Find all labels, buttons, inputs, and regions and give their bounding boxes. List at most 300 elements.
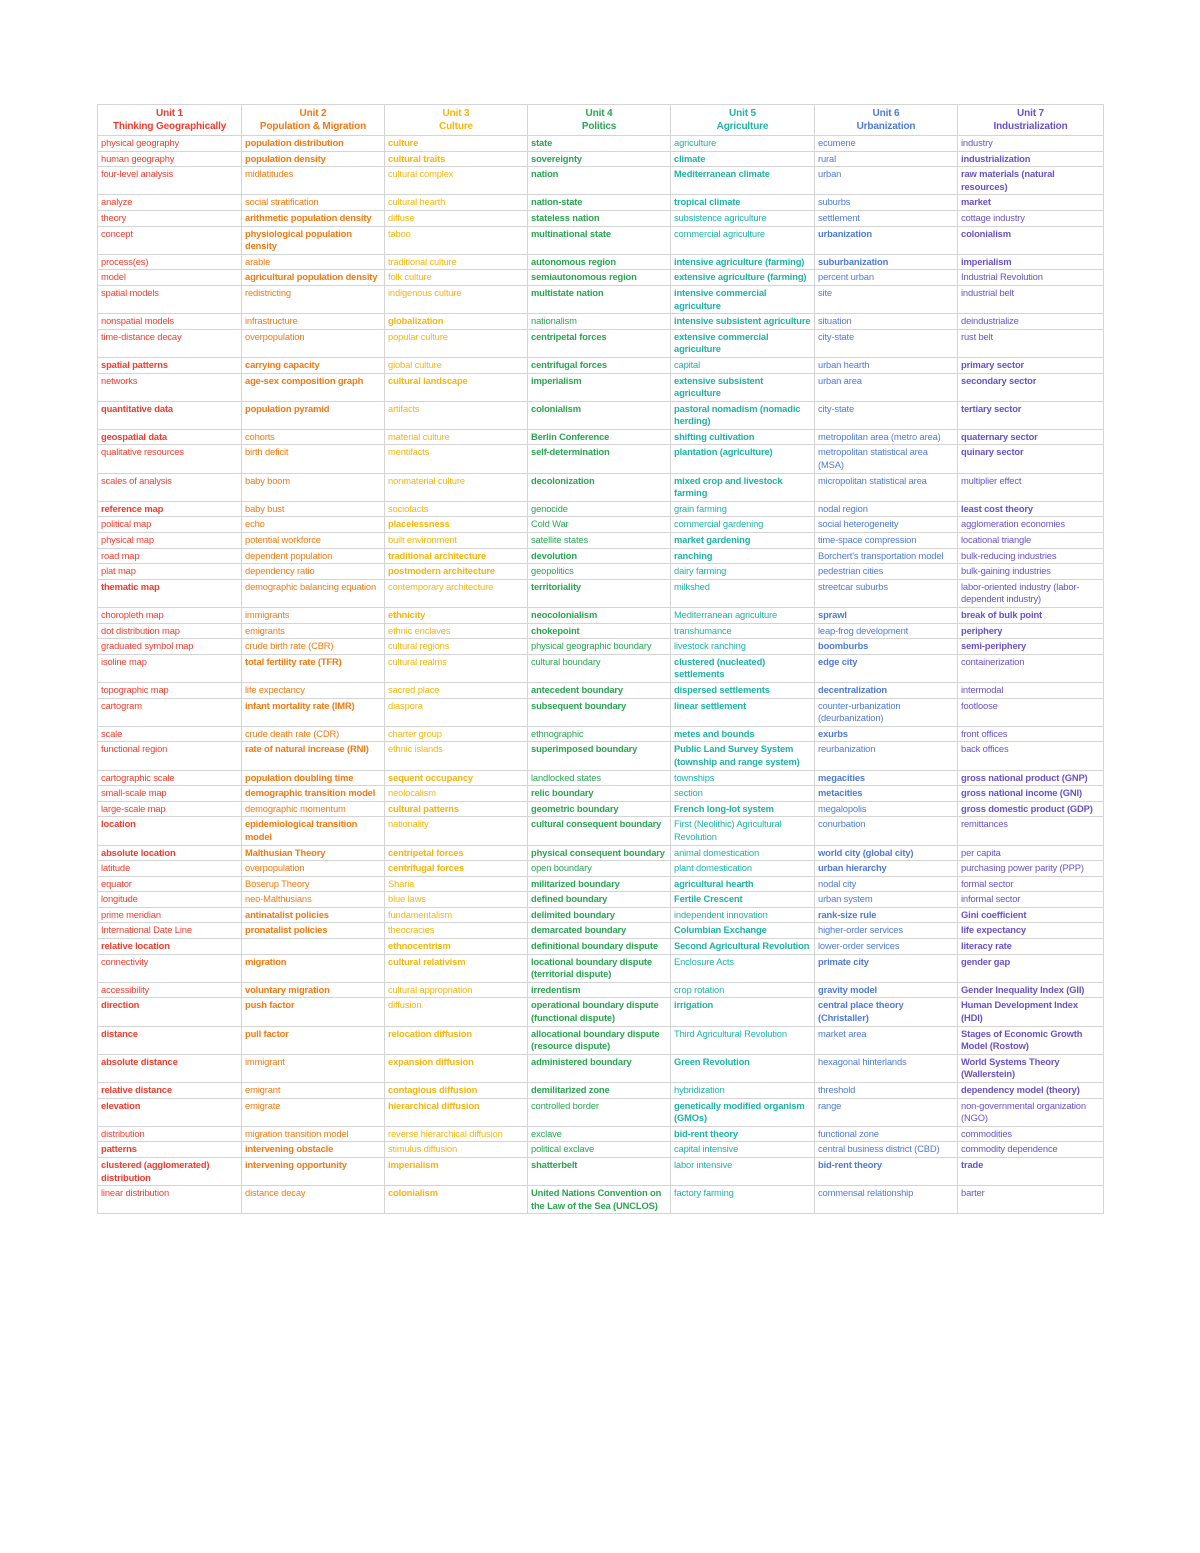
table-row — [98, 548, 1104, 564]
term-cell-unit-1: absolute distance — [98, 1054, 242, 1082]
term-cell-unit-7: life expectancy — [958, 923, 1104, 939]
term-cell-unit-6: megacities — [815, 770, 958, 786]
unit-title: Agriculture — [716, 121, 769, 132]
term-cell-unit-2: social stratification — [242, 195, 385, 211]
term-cell-unit-5: pastoral nomadism (nomadic herding) — [671, 401, 815, 429]
unit-title: Urbanization — [856, 121, 916, 132]
header-unit-5 — [671, 105, 815, 136]
term-cell-unit-7: containerization — [958, 654, 1104, 682]
term-cell-unit-6: time-space compression — [815, 533, 958, 549]
term-cell-unit-2: infant mortality rate (IMR) — [242, 698, 385, 726]
term-cell-unit-1: connectivity — [98, 954, 242, 982]
table-row — [98, 892, 1104, 908]
term-cell-unit-3: centripetal forces — [385, 845, 528, 861]
term-cell-unit-1: clustered (agglomerated) distribution — [98, 1157, 242, 1185]
term-cell-unit-1: road map — [98, 548, 242, 564]
term-cell-unit-3: traditional architecture — [385, 548, 528, 564]
term-cell-unit-3: ethnicity — [385, 608, 528, 624]
term-cell-unit-4: subsequent boundary — [528, 698, 671, 726]
term-cell-unit-4: imperialism — [528, 373, 671, 401]
term-cell-unit-1: location — [98, 817, 242, 845]
term-cell-unit-3: cultural patterns — [385, 801, 528, 817]
term-cell-unit-5: mixed crop and livestock farming — [671, 473, 815, 501]
term-cell-unit-3: fundamentalism — [385, 907, 528, 923]
term-cell-unit-4: administered boundary — [528, 1054, 671, 1082]
term-cell-unit-5: grain farming — [671, 501, 815, 517]
term-cell-unit-3: cultural hearth — [385, 195, 528, 211]
term-cell-unit-1: concept — [98, 226, 242, 254]
term-cell-unit-2: population doubling time — [242, 770, 385, 786]
term-cell-unit-2: physiological population density — [242, 226, 385, 254]
term-cell-unit-4: United Nations Convention on the Law of the Sea (UNCLOS) — [528, 1186, 671, 1214]
term-cell-unit-6: percent urban — [815, 270, 958, 286]
table-row — [98, 195, 1104, 211]
term-cell-unit-7: labor-oriented industry (labor-dependent industry) — [958, 579, 1104, 607]
term-cell-unit-2: crude death rate (CDR) — [242, 726, 385, 742]
term-cell-unit-2: migration — [242, 954, 385, 982]
term-cell-unit-2: redistricting — [242, 285, 385, 313]
term-cell-unit-5: clustered (nucleated) settlements — [671, 654, 815, 682]
term-cell-unit-7: imperialism — [958, 254, 1104, 270]
term-cell-unit-5: shifting cultivation — [671, 429, 815, 445]
term-cell-unit-3: relocation diffusion — [385, 1026, 528, 1054]
term-cell-unit-4: definitional boundary dispute — [528, 939, 671, 955]
term-cell-unit-2: life expectancy — [242, 682, 385, 698]
table-row — [98, 151, 1104, 167]
term-cell-unit-7: quaternary sector — [958, 429, 1104, 445]
term-cell-unit-2: dependent population — [242, 548, 385, 564]
term-cell-unit-1: political map — [98, 517, 242, 533]
vocabulary-body — [98, 136, 1104, 1214]
term-cell-unit-5: Second Agricultural Revolution — [671, 939, 815, 955]
header-unit-4 — [528, 105, 671, 136]
term-cell-unit-4: physical geographic boundary — [528, 639, 671, 655]
term-cell-unit-7: front offices — [958, 726, 1104, 742]
term-cell-unit-7: semi-periphery — [958, 639, 1104, 655]
table-row — [98, 770, 1104, 786]
term-cell-unit-2: rate of natural increase (RNI) — [242, 742, 385, 770]
term-cell-unit-4: centripetal forces — [528, 329, 671, 357]
term-cell-unit-6: nodal region — [815, 501, 958, 517]
term-cell-unit-6: streetcar suburbs — [815, 579, 958, 607]
term-cell-unit-5: Green Revolution — [671, 1054, 815, 1082]
term-cell-unit-5: independent innovation — [671, 907, 815, 923]
table-row — [98, 210, 1104, 226]
table-row — [98, 1126, 1104, 1142]
term-cell-unit-2: overpopulation — [242, 329, 385, 357]
term-cell-unit-6: conurbation — [815, 817, 958, 845]
term-cell-unit-1: reference map — [98, 501, 242, 517]
term-cell-unit-5: intensive commercial agriculture — [671, 285, 815, 313]
term-cell-unit-4: demarcated boundary — [528, 923, 671, 939]
term-cell-unit-7: gross national product (GNP) — [958, 770, 1104, 786]
term-cell-unit-2: baby bust — [242, 501, 385, 517]
term-cell-unit-5: tropical climate — [671, 195, 815, 211]
term-cell-unit-6: metacities — [815, 786, 958, 802]
term-cell-unit-2: demographic transition model — [242, 786, 385, 802]
term-cell-unit-3: nationality — [385, 817, 528, 845]
term-cell-unit-4: geopolitics — [528, 564, 671, 580]
term-cell-unit-6: city-state — [815, 401, 958, 429]
term-cell-unit-2 — [242, 939, 385, 955]
table-row — [98, 982, 1104, 998]
term-cell-unit-2: pull factor — [242, 1026, 385, 1054]
term-cell-unit-4: superimposed boundary — [528, 742, 671, 770]
term-cell-unit-6: urbanization — [815, 226, 958, 254]
term-cell-unit-5: Mediterranean agriculture — [671, 608, 815, 624]
term-cell-unit-4: cultural consequent boundary — [528, 817, 671, 845]
term-cell-unit-5: metes and bounds — [671, 726, 815, 742]
unit-number: Unit 2 — [299, 108, 327, 119]
term-cell-unit-1: distribution — [98, 1126, 242, 1142]
term-cell-unit-4: delimited boundary — [528, 907, 671, 923]
term-cell-unit-2: crude birth rate (CBR) — [242, 639, 385, 655]
term-cell-unit-5: Enclosure Acts — [671, 954, 815, 982]
term-cell-unit-6: decentralization — [815, 682, 958, 698]
unit-number: Unit 7 — [1017, 108, 1044, 119]
term-cell-unit-1: analyze — [98, 195, 242, 211]
term-cell-unit-6: urban hierarchy — [815, 861, 958, 877]
table-row — [98, 445, 1104, 473]
term-cell-unit-4: allocational boundary dispute (resource dispute) — [528, 1026, 671, 1054]
term-cell-unit-4: cultural boundary — [528, 654, 671, 682]
term-cell-unit-7: market — [958, 195, 1104, 211]
term-cell-unit-7: bulk-gaining industries — [958, 564, 1104, 580]
table-row — [98, 285, 1104, 313]
term-cell-unit-5: linear settlement — [671, 698, 815, 726]
term-cell-unit-2: migration transition model — [242, 1126, 385, 1142]
term-cell-unit-5: dairy farming — [671, 564, 815, 580]
term-cell-unit-2: total fertility rate (TFR) — [242, 654, 385, 682]
table-row — [98, 1186, 1104, 1214]
term-cell-unit-2: arithmetic population density — [242, 210, 385, 226]
term-cell-unit-7: gross national income (GNI) — [958, 786, 1104, 802]
term-cell-unit-3: globalization — [385, 314, 528, 330]
term-cell-unit-5: dispersed settlements — [671, 682, 815, 698]
term-cell-unit-3: traditional culture — [385, 254, 528, 270]
term-cell-unit-1: isoline map — [98, 654, 242, 682]
table-row — [98, 1083, 1104, 1099]
table-row — [98, 845, 1104, 861]
term-cell-unit-2: pronatalist policies — [242, 923, 385, 939]
term-cell-unit-3: theocracies — [385, 923, 528, 939]
term-cell-unit-1: absolute location — [98, 845, 242, 861]
term-cell-unit-4: colonialism — [528, 401, 671, 429]
term-cell-unit-1: qualitative resources — [98, 445, 242, 473]
term-cell-unit-5: subsistence agriculture — [671, 210, 815, 226]
unit-number: Unit 5 — [729, 108, 756, 119]
term-cell-unit-3: taboo — [385, 226, 528, 254]
header-unit-3 — [385, 105, 528, 136]
term-cell-unit-2: Boserup Theory — [242, 876, 385, 892]
term-cell-unit-6: Borchert's transportation model — [815, 548, 958, 564]
term-cell-unit-4: satellite states — [528, 533, 671, 549]
term-cell-unit-5: extensive commercial agriculture — [671, 329, 815, 357]
term-cell-unit-7: barter — [958, 1186, 1104, 1214]
term-cell-unit-5: climate — [671, 151, 815, 167]
unit-title: Culture — [439, 121, 473, 132]
term-cell-unit-3: centrifugal forces — [385, 861, 528, 877]
table-row — [98, 817, 1104, 845]
term-cell-unit-5: ranching — [671, 548, 815, 564]
term-cell-unit-3: artifacts — [385, 401, 528, 429]
unit-number: Unit 3 — [442, 108, 470, 119]
term-cell-unit-5: Fertile Crescent — [671, 892, 815, 908]
term-cell-unit-6: metropolitan statistical area (MSA) — [815, 445, 958, 473]
term-cell-unit-7: locational triangle — [958, 533, 1104, 549]
term-cell-unit-5: intensive subsistent agriculture — [671, 314, 815, 330]
table-row — [98, 533, 1104, 549]
term-cell-unit-6: urban hearth — [815, 357, 958, 373]
term-cell-unit-6: city-state — [815, 329, 958, 357]
term-cell-unit-1: scales of analysis — [98, 473, 242, 501]
term-cell-unit-4: defined boundary — [528, 892, 671, 908]
term-cell-unit-2: midlatitudes — [242, 167, 385, 195]
term-cell-unit-3: blue laws — [385, 892, 528, 908]
term-cell-unit-6: bid-rent theory — [815, 1157, 958, 1185]
term-cell-unit-6: leap-frog development — [815, 623, 958, 639]
term-cell-unit-3: culture — [385, 136, 528, 152]
table-row — [98, 726, 1104, 742]
term-cell-unit-4: militarized boundary — [528, 876, 671, 892]
term-cell-unit-6: social heterogeneity — [815, 517, 958, 533]
term-cell-unit-3: contemporary architecture — [385, 579, 528, 607]
unit-title: Thinking Geographically — [112, 121, 227, 132]
term-cell-unit-1: distance — [98, 1026, 242, 1054]
term-cell-unit-2: agricultural population density — [242, 270, 385, 286]
term-cell-unit-4: multistate nation — [528, 285, 671, 313]
term-cell-unit-1: spatial patterns — [98, 357, 242, 373]
term-cell-unit-1: accessibility — [98, 982, 242, 998]
term-cell-unit-1: choropleth map — [98, 608, 242, 624]
term-cell-unit-1: physical map — [98, 533, 242, 549]
term-cell-unit-7: periphery — [958, 623, 1104, 639]
term-cell-unit-1: time-distance decay — [98, 329, 242, 357]
term-cell-unit-1: relative location — [98, 939, 242, 955]
term-cell-unit-7: literacy rate — [958, 939, 1104, 955]
term-cell-unit-4: nation-state — [528, 195, 671, 211]
term-cell-unit-6: functional zone — [815, 1126, 958, 1142]
term-cell-unit-6: settlement — [815, 210, 958, 226]
term-cell-unit-3: cultural regions — [385, 639, 528, 655]
term-cell-unit-3: diffusion — [385, 998, 528, 1026]
term-cell-unit-3: cultural appropriation — [385, 982, 528, 998]
term-cell-unit-1: physical geography — [98, 136, 242, 152]
term-cell-unit-1: model — [98, 270, 242, 286]
term-cell-unit-3: global culture — [385, 357, 528, 373]
term-cell-unit-1: theory — [98, 210, 242, 226]
term-cell-unit-4: nation — [528, 167, 671, 195]
table-row — [98, 579, 1104, 607]
term-cell-unit-2: neo-Malthusians — [242, 892, 385, 908]
term-cell-unit-1: nonspatial models — [98, 314, 242, 330]
term-cell-unit-4: Berlin Conference — [528, 429, 671, 445]
term-cell-unit-7: World Systems Theory (Wallerstein) — [958, 1054, 1104, 1082]
term-cell-unit-7: gender gap — [958, 954, 1104, 982]
term-cell-unit-5: irrigation — [671, 998, 815, 1026]
term-cell-unit-7: break of bulk point — [958, 608, 1104, 624]
table-row — [98, 1026, 1104, 1054]
table-row — [98, 1142, 1104, 1158]
term-cell-unit-5: intensive agriculture (farming) — [671, 254, 815, 270]
term-cell-unit-2: emigrate — [242, 1098, 385, 1126]
term-cell-unit-6: edge city — [815, 654, 958, 682]
term-cell-unit-1: patterns — [98, 1142, 242, 1158]
term-cell-unit-2: potential workforce — [242, 533, 385, 549]
term-cell-unit-4: relic boundary — [528, 786, 671, 802]
term-cell-unit-1: human geography — [98, 151, 242, 167]
term-cell-unit-1: direction — [98, 998, 242, 1026]
term-cell-unit-7: deindustrialize — [958, 314, 1104, 330]
table-row — [98, 742, 1104, 770]
table-row — [98, 1098, 1104, 1126]
term-cell-unit-6: primate city — [815, 954, 958, 982]
term-cell-unit-6: suburbs — [815, 195, 958, 211]
table-row — [98, 786, 1104, 802]
term-cell-unit-5: plantation (agriculture) — [671, 445, 815, 473]
term-cell-unit-2: baby boom — [242, 473, 385, 501]
term-cell-unit-3: diffuse — [385, 210, 528, 226]
table-row — [98, 861, 1104, 877]
term-cell-unit-3: imperialism — [385, 1157, 528, 1185]
table-row — [98, 639, 1104, 655]
term-cell-unit-3: diaspora — [385, 698, 528, 726]
term-cell-unit-7: agglomeration economies — [958, 517, 1104, 533]
term-cell-unit-6: micropolitan statistical area — [815, 473, 958, 501]
table-row — [98, 998, 1104, 1026]
term-cell-unit-2: intervening obstacle — [242, 1142, 385, 1158]
term-cell-unit-5: labor intensive — [671, 1157, 815, 1185]
term-cell-unit-6: situation — [815, 314, 958, 330]
table-row — [98, 517, 1104, 533]
term-cell-unit-1: large-scale map — [98, 801, 242, 817]
term-cell-unit-3: sequent occupancy — [385, 770, 528, 786]
term-cell-unit-4: geometric boundary — [528, 801, 671, 817]
term-cell-unit-7: dependency model (theory) — [958, 1083, 1104, 1099]
term-cell-unit-5: section — [671, 786, 815, 802]
term-cell-unit-4: locational boundary dispute (territorial dispute) — [528, 954, 671, 982]
term-cell-unit-6: urban — [815, 167, 958, 195]
term-cell-unit-2: epidemiological transition model — [242, 817, 385, 845]
term-cell-unit-1: topographic map — [98, 682, 242, 698]
table-row — [98, 954, 1104, 982]
term-cell-unit-4: devolution — [528, 548, 671, 564]
term-cell-unit-5: Public Land Survey System (township and range system) — [671, 742, 815, 770]
header-unit-1 — [98, 105, 242, 136]
term-cell-unit-1: dot distribution map — [98, 623, 242, 639]
term-cell-unit-4: sovereignty — [528, 151, 671, 167]
term-cell-unit-5: livestock ranching — [671, 639, 815, 655]
unit-title: Industrialization — [993, 121, 1068, 132]
table-row — [98, 608, 1104, 624]
table-row — [98, 429, 1104, 445]
term-cell-unit-2: immigrants — [242, 608, 385, 624]
term-cell-unit-6: rank-size rule — [815, 907, 958, 923]
table-row — [98, 373, 1104, 401]
table-row — [98, 564, 1104, 580]
term-cell-unit-4: state — [528, 136, 671, 152]
term-cell-unit-7: primary sector — [958, 357, 1104, 373]
term-cell-unit-3: sacred place — [385, 682, 528, 698]
term-cell-unit-1: functional region — [98, 742, 242, 770]
term-cell-unit-7: commodity dependence — [958, 1142, 1104, 1158]
table-row — [98, 314, 1104, 330]
term-cell-unit-7: bulk-reducing industries — [958, 548, 1104, 564]
term-cell-unit-4: self-determination — [528, 445, 671, 473]
term-cell-unit-4: semiautonomous region — [528, 270, 671, 286]
term-cell-unit-3: sociofacts — [385, 501, 528, 517]
term-cell-unit-7: Gini coefficient — [958, 907, 1104, 923]
term-cell-unit-5: market gardening — [671, 533, 815, 549]
term-cell-unit-3: reverse hierarchical diffusion — [385, 1126, 528, 1142]
term-cell-unit-5: genetically modified organism (GMOs) — [671, 1098, 815, 1126]
term-cell-unit-2: intervening opportunity — [242, 1157, 385, 1185]
table-row — [98, 270, 1104, 286]
term-cell-unit-3: ethnocentrism — [385, 939, 528, 955]
term-cell-unit-6: higher-order services — [815, 923, 958, 939]
term-cell-unit-5: bid-rent theory — [671, 1126, 815, 1142]
term-cell-unit-2: population distribution — [242, 136, 385, 152]
term-cell-unit-3: ethnic islands — [385, 742, 528, 770]
term-cell-unit-1: International Date Line — [98, 923, 242, 939]
table-row — [98, 167, 1104, 195]
term-cell-unit-3: charter group — [385, 726, 528, 742]
term-cell-unit-2: demographic momentum — [242, 801, 385, 817]
term-cell-unit-6: commensal relationship — [815, 1186, 958, 1214]
term-cell-unit-4: exclave — [528, 1126, 671, 1142]
term-cell-unit-2: push factor — [242, 998, 385, 1026]
term-cell-unit-6: urban system — [815, 892, 958, 908]
term-cell-unit-5: extensive subsistent agriculture — [671, 373, 815, 401]
term-cell-unit-5: Columbian Exchange — [671, 923, 815, 939]
term-cell-unit-7: back offices — [958, 742, 1104, 770]
term-cell-unit-7: secondary sector — [958, 373, 1104, 401]
term-cell-unit-2: overpopulation — [242, 861, 385, 877]
term-cell-unit-4: demilitarized zone — [528, 1083, 671, 1099]
term-cell-unit-6: pedestrian cities — [815, 564, 958, 580]
term-cell-unit-5: agricultural hearth — [671, 876, 815, 892]
term-cell-unit-3: folk culture — [385, 270, 528, 286]
term-cell-unit-7: Gender Inequality Index (GII) — [958, 982, 1104, 998]
table-row — [98, 136, 1104, 152]
term-cell-unit-4: landlocked states — [528, 770, 671, 786]
term-cell-unit-6: counter-urbanization (deurbanization) — [815, 698, 958, 726]
table-row — [98, 923, 1104, 939]
term-cell-unit-6: hexagonal hinterlands — [815, 1054, 958, 1082]
term-cell-unit-1: four-level analysis — [98, 167, 242, 195]
term-cell-unit-3: indigenous culture — [385, 285, 528, 313]
table-row — [98, 1157, 1104, 1185]
term-cell-unit-7: formal sector — [958, 876, 1104, 892]
term-cell-unit-6: urban area — [815, 373, 958, 401]
term-cell-unit-3: placelessness — [385, 517, 528, 533]
term-cell-unit-7: Human Development Index (HDI) — [958, 998, 1104, 1026]
term-cell-unit-1: relative distance — [98, 1083, 242, 1099]
term-cell-unit-5: townships — [671, 770, 815, 786]
term-cell-unit-4: Cold War — [528, 517, 671, 533]
term-cell-unit-7: Industrial Revolution — [958, 270, 1104, 286]
term-cell-unit-1: cartographic scale — [98, 770, 242, 786]
term-cell-unit-2: birth deficit — [242, 445, 385, 473]
term-cell-unit-1: networks — [98, 373, 242, 401]
term-cell-unit-3: material culture — [385, 429, 528, 445]
term-cell-unit-4: open boundary — [528, 861, 671, 877]
header-row — [98, 105, 1104, 136]
term-cell-unit-6: range — [815, 1098, 958, 1126]
term-cell-unit-2: carrying capacity — [242, 357, 385, 373]
term-cell-unit-1: latitude — [98, 861, 242, 877]
term-cell-unit-4: territoriality — [528, 579, 671, 607]
